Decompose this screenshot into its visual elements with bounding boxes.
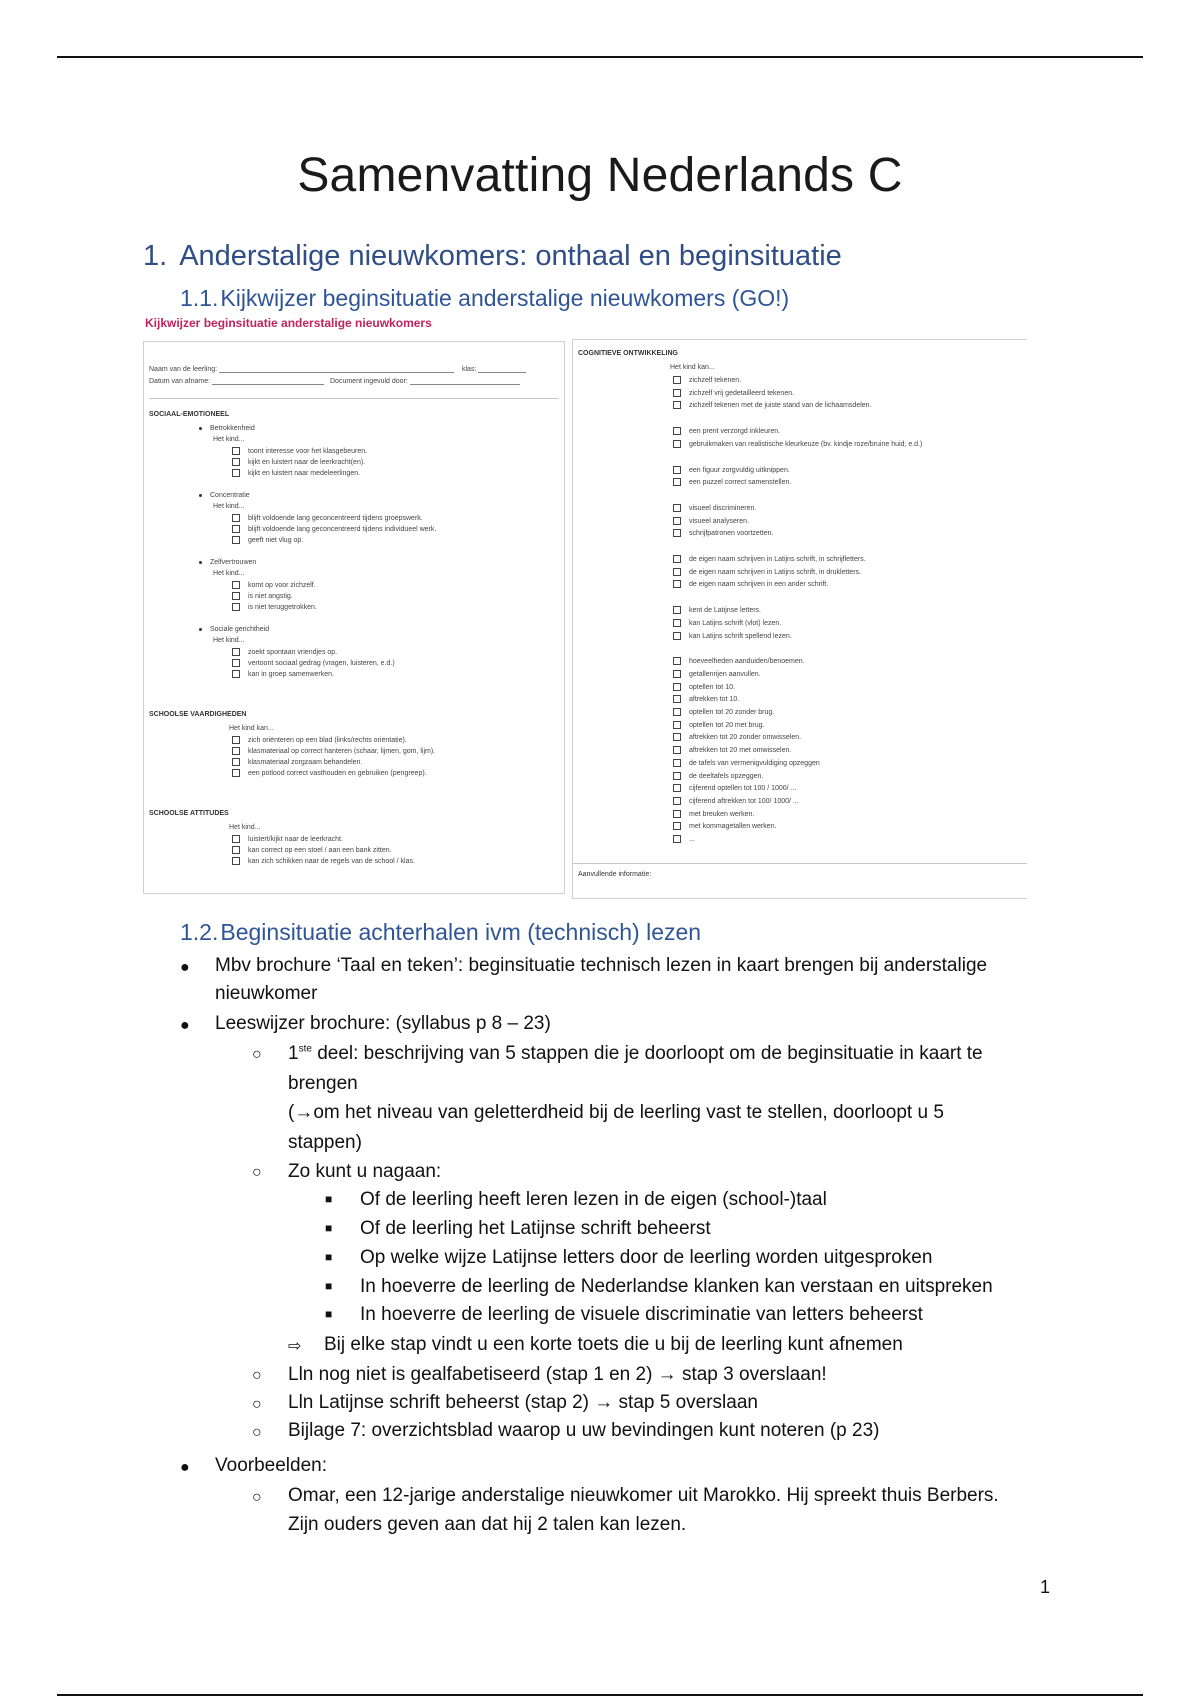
heading-1-2	[180, 919, 701, 946]
square-bullet: ■	[325, 1221, 333, 1235]
checkbox-icon	[232, 747, 240, 755]
bullet-icon	[199, 628, 202, 631]
form-checklist-item: de eigen naam schrijven in Latijns schrift, in schrijfletters.	[673, 555, 866, 563]
bullet-2: Leeswijzer brochure: (syllabus p 8 – 23)	[215, 1013, 551, 1034]
form-checklist-item: kijkt en luistert naar medeleerlingen.	[232, 469, 360, 477]
form-checklist-item: schrijfpatronen voortzetten.	[673, 529, 773, 537]
form-checklist-item: is niet angstig.	[232, 592, 293, 600]
checkbox-icon	[673, 835, 681, 843]
sub-bullet-1-line-2: brengen	[288, 1073, 358, 1094]
form-checklist-item: geeft niet vlug op.	[232, 536, 303, 544]
cognitive-heading: COGNITIEVE ONTWIKKELING	[578, 350, 678, 357]
checkbox-icon	[673, 555, 681, 563]
circle-bullet: ○	[252, 1046, 262, 1063]
form-checklist-item: zichzelf tekenen met de juiste stand van de lichaamsdelen.	[673, 401, 872, 409]
checkbox-icon	[673, 606, 681, 614]
checkbox-icon	[673, 784, 681, 792]
sub-sub-bullet-2: Of de leerling het Latijnse schrift beheerst	[360, 1218, 711, 1239]
checkbox-icon	[673, 376, 681, 384]
arrow-note: Bij elke stap vindt u een korte toets die u bij de leerling kunt afnemen	[324, 1334, 903, 1355]
checkbox-icon	[673, 772, 681, 780]
form-checklist-item: kijkt en luistert naar de leerkracht(en).	[232, 458, 365, 466]
filled-by-fill-line	[410, 378, 520, 385]
sub-bullet-6-line-1: Omar, een 12-jarige anderstalige nieuwkomer uit Marokko. Hij spreekt thuis Berbers.	[288, 1485, 999, 1506]
form-checklist-item: vertoont sociaal gedrag (vragen, luisteren, e.d.)	[232, 659, 395, 667]
checkbox-icon	[232, 469, 240, 477]
form-checklist-item: optellen tot 10.	[673, 683, 735, 691]
checkbox-icon	[673, 759, 681, 767]
checkbox-icon	[232, 536, 240, 544]
form-checklist-item: de eigen naam schrijven in een ander schrift.	[673, 580, 828, 588]
checkbox-icon	[232, 769, 240, 777]
form-checklist-item: een figuur zorgvuldig uitknippen.	[673, 466, 790, 474]
form-left-panel	[143, 341, 565, 894]
form-checklist-item: komt op voor zichzelf.	[232, 581, 316, 589]
form-checklist-item: ...	[673, 835, 695, 843]
heading-1	[143, 240, 842, 273]
form-lead-text: Het kind...	[229, 824, 261, 831]
bullet-1-line-2: nieuwkomer	[215, 983, 318, 1004]
form-right-panel	[572, 339, 1027, 899]
header-rule	[57, 56, 1143, 58]
circle-bullet: ○	[252, 1164, 262, 1181]
form-lead-text: Het kind...	[213, 436, 245, 443]
checkbox-icon	[673, 670, 681, 678]
form-checklist-item: kan Latijns schrift spellend lezen.	[673, 632, 792, 640]
checkbox-icon	[673, 695, 681, 703]
square-bullet: ■	[325, 1307, 333, 1321]
form-section-heading: SCHOOLSE VAARDIGHEDEN	[149, 711, 247, 718]
class-fill-line	[478, 366, 526, 373]
sub-bullet-6-line-2: Zijn ouders geven aan dat hij 2 talen kan lezen.	[288, 1514, 687, 1535]
bullet-dot: ●	[180, 959, 190, 976]
form-checklist-item: blijft voldoende lang geconcentreerd tijdens individueel werk.	[232, 525, 436, 533]
filled-by-label: Document ingevuld door:	[330, 378, 408, 385]
date-fill-line	[212, 378, 324, 385]
form-checklist-item: een potlood correct vasthouden en gebruiken (pengreep).	[232, 769, 427, 777]
checkbox-icon	[232, 648, 240, 656]
checkbox-icon	[673, 401, 681, 409]
form-checklist-item: kan in groep samenwerken.	[232, 670, 334, 678]
bullet-dot: ●	[180, 1459, 190, 1476]
square-bullet: ■	[325, 1250, 333, 1264]
checkbox-icon	[673, 466, 681, 474]
checkbox-icon	[673, 822, 681, 830]
circle-bullet: ○	[252, 1424, 262, 1441]
circle-bullet: ○	[252, 1367, 262, 1384]
form-checklist-item: met kommagetallen werken.	[673, 822, 777, 830]
form-checklist-item: aftrekken tot 10.	[673, 695, 739, 703]
form-checklist-item: kent de Latijnse letters.	[673, 606, 761, 614]
form-checklist-item: luistert/kijkt naar de leerkracht.	[232, 835, 343, 843]
form-lead-text: Het kind...	[213, 637, 245, 644]
bullet-1-line-1: Mbv brochure ‘Taal en teken’: beginsituatie technisch lezen in kaart brengen bij anderstalige	[215, 955, 988, 976]
form-checklist-item: toont interesse voor het klasgebeuren.	[232, 447, 367, 455]
form-checklist-item: klasmateriaal zorgzaam behandelen.	[232, 758, 362, 766]
form-subsection: Zelfvertrouwen	[199, 559, 256, 566]
sub-bullet-4: Lln Latijnse schrift beheerst (stap 2) → stap 5 overslaan	[288, 1392, 758, 1413]
form-checklist-item: zich oriënteren op een blad (links/rechts oriëntatie).	[232, 736, 407, 744]
form-checklist-item: met breuken werken.	[673, 810, 754, 818]
checkbox-icon	[232, 670, 240, 678]
heading-1-1-number: 1.1.	[180, 285, 219, 311]
checkbox-icon	[232, 514, 240, 522]
form-section-heading: SCHOOLSE ATTITUDES	[149, 810, 229, 817]
bullet-dot: ●	[180, 1017, 190, 1034]
form-checklist-item: optellen tot 20 met brug.	[673, 721, 765, 729]
date-label: Datum van afname:	[149, 378, 211, 385]
form-divider	[149, 398, 559, 399]
checkbox-icon	[673, 708, 681, 716]
form-checklist-item: getallenrijen aanvullen.	[673, 670, 761, 678]
form-checklist-item: zichzelf vrij gedetailleerd tekenen.	[673, 389, 794, 397]
checkbox-icon	[232, 846, 240, 854]
form-subsection: Betrokkenheid	[199, 425, 255, 432]
form-checklist-item: visueel discrimineren.	[673, 504, 756, 512]
checkbox-icon	[673, 733, 681, 741]
heading-1-2-text: Beginsituatie achterhalen ivm (technisch) lezen	[220, 919, 702, 945]
checkbox-icon	[673, 568, 681, 576]
sub-bullet-5: Bijlage 7: overzichtsblad waarop u uw bevindingen kunt noteren (p 23)	[288, 1420, 880, 1441]
form-checklist-item: visueel analyseren.	[673, 517, 749, 525]
class-label: klas:	[462, 366, 477, 373]
extra-info-divider	[573, 863, 1027, 864]
form-checklist-item: een prent verzorgd inkleuren.	[673, 427, 780, 435]
page-number: 1	[1040, 1577, 1051, 1597]
form-checklist-item: klasmateriaal op correct hanteren (schaar, lijmen, gom, lijm).	[232, 747, 435, 755]
checkbox-icon	[673, 427, 681, 435]
form-checklist-item: de tafels van vermenigvuldiging opzeggen	[673, 759, 820, 767]
extra-info-label: Aanvullende informatie:	[578, 871, 652, 878]
name-fill-line	[219, 366, 454, 373]
form-lead-text: Het kind kan...	[229, 725, 274, 732]
sub-bullet-1-line-1	[288, 1043, 983, 1065]
ordinal-suffix: ste	[298, 1043, 312, 1055]
checkbox-icon	[673, 389, 681, 397]
checkbox-icon	[673, 619, 681, 627]
name-row	[149, 366, 526, 373]
checkbox-icon	[673, 683, 681, 691]
form-checklist-item: een puzzel correct samenstellen.	[673, 478, 791, 486]
form-checklist-item: optellen tot 20 zonder brug.	[673, 708, 774, 716]
form-lead-text: Het kind...	[213, 503, 245, 510]
form-checklist-item: cijferend aftrekken tot 100/ 1000/ ...	[673, 797, 799, 805]
heading-1-number: 1.	[143, 240, 168, 272]
checkbox-icon	[673, 504, 681, 512]
sub-bullet-1-line-4: stappen)	[288, 1132, 362, 1153]
checkbox-icon	[673, 746, 681, 754]
form-checklist-item: is niet teruggetrokken.	[232, 603, 317, 611]
square-bullet: ■	[325, 1279, 333, 1293]
footer-rule	[57, 1694, 1143, 1696]
form-checklist-item: de deeltafels opzeggen.	[673, 772, 763, 780]
form-checklist-item: aftrekken tot 20 zonder omwisselen.	[673, 733, 801, 741]
checkbox-icon	[232, 659, 240, 667]
checkbox-icon	[232, 447, 240, 455]
form-section-heading: SOCIAAL-EMOTIONEEL	[149, 411, 230, 418]
page-title: Samenvatting Nederlands C	[297, 149, 903, 202]
checkbox-icon	[232, 603, 240, 611]
form-checklist-item: zoekt spontaan vriendjes op.	[232, 648, 337, 656]
checkbox-icon	[673, 632, 681, 640]
arrow-bullet-icon: ⇨	[288, 1338, 302, 1355]
name-label: Naam van de leerling:	[149, 366, 218, 373]
checkbox-icon	[673, 657, 681, 665]
form-checklist-item: cijferend optellen tot 100 / 1000/ ...	[673, 784, 796, 792]
form-subsection: Concentratie	[199, 492, 250, 499]
form-checklist-item: aftrekken tot 20 met omwisselen.	[673, 746, 791, 754]
sub-bullet-2: Zo kunt u nagaan:	[288, 1161, 442, 1182]
form-checklist-item: kan correct op een stoel / aan een bank zitten.	[232, 846, 392, 854]
checkbox-icon	[673, 529, 681, 537]
form-checklist-item: kan Latijns schrift (vlot) lezen.	[673, 619, 781, 627]
checkbox-icon	[232, 758, 240, 766]
form-checklist-item: gebruikmaken van realistische kleurkeuze (bv. kindje roze/bruine huid, e.d.)	[673, 440, 922, 448]
form-subsection: Sociale gerichtheid	[199, 626, 269, 633]
form-checklist-item: hoeveelheden aanduiden/benoemen.	[673, 657, 805, 665]
checkbox-icon	[673, 478, 681, 486]
checkbox-icon	[673, 810, 681, 818]
checkbox-icon	[232, 458, 240, 466]
ordinal-number: 1	[288, 1043, 299, 1064]
sub-bullet-1-text: deel: beschrijving van 5 stappen die je doorloopt om de beginsituatie in kaart te	[311, 1043, 983, 1064]
checkbox-icon	[232, 592, 240, 600]
form-title: Kijkwijzer beginsituatie anderstalige nieuwkomers	[145, 316, 432, 330]
sub-sub-bullet-3: Op welke wijze Latijnse letters door de leerling worden uitgesproken	[360, 1247, 933, 1268]
sub-bullet-1-line-3: (→om het niveau van geletterdheid bij de leerling vast te stellen, doorloopt u 5	[288, 1102, 944, 1123]
checkbox-icon	[673, 797, 681, 805]
bullet-3: Voorbeelden:	[215, 1455, 327, 1476]
heading-1-1	[180, 285, 789, 312]
sub-sub-bullet-1: Of de leerling heeft leren lezen in de eigen (school-)taal	[360, 1189, 827, 1210]
form-checklist-item: blijft voldoende lang geconcentreerd tijdens groepswerk.	[232, 514, 423, 522]
sub-sub-bullet-4: In hoeverre de leerling de Nederlandse klanken kan verstaan en uitspreken	[360, 1276, 993, 1297]
heading-1-text: Anderstalige nieuwkomers: onthaal en beginsituatie	[179, 240, 842, 272]
circle-bullet: ○	[252, 1396, 262, 1413]
form-lead-text: Het kind...	[213, 570, 245, 577]
cognitive-lead: Het kind kan...	[670, 364, 715, 371]
checkbox-icon	[232, 835, 240, 843]
sub-sub-bullet-5: In hoeverre de leerling de visuele discriminatie van letters beheerst	[360, 1304, 923, 1325]
checkbox-icon	[232, 581, 240, 589]
bullet-icon	[199, 494, 202, 497]
checkbox-icon	[232, 736, 240, 744]
heading-1-2-number: 1.2.	[180, 919, 219, 945]
circle-bullet: ○	[252, 1489, 262, 1506]
checkbox-icon	[232, 525, 240, 533]
checkbox-icon	[673, 517, 681, 525]
bullet-icon	[199, 561, 202, 564]
form-checklist-item: de eigen naam schrijven in Latijns schrift, in drukletters.	[673, 568, 861, 576]
checkbox-icon	[673, 440, 681, 448]
square-bullet: ■	[325, 1192, 333, 1206]
bullet-icon	[199, 427, 202, 430]
checkbox-icon	[232, 857, 240, 865]
checkbox-icon	[673, 580, 681, 588]
sub-bullet-3: Lln nog niet is gealfabetiseerd (stap 1 en 2) → stap 3 overslaan!	[288, 1364, 827, 1385]
form-checklist-item: kan zich schikken naar de regels van de school / klas.	[232, 857, 415, 865]
date-row	[149, 378, 520, 385]
form-checklist-item: zichzelf tekenen.	[673, 376, 741, 384]
checkbox-icon	[673, 721, 681, 729]
heading-1-1-text: Kijkwijzer beginsituatie anderstalige nieuwkomers (GO!)	[220, 285, 790, 311]
